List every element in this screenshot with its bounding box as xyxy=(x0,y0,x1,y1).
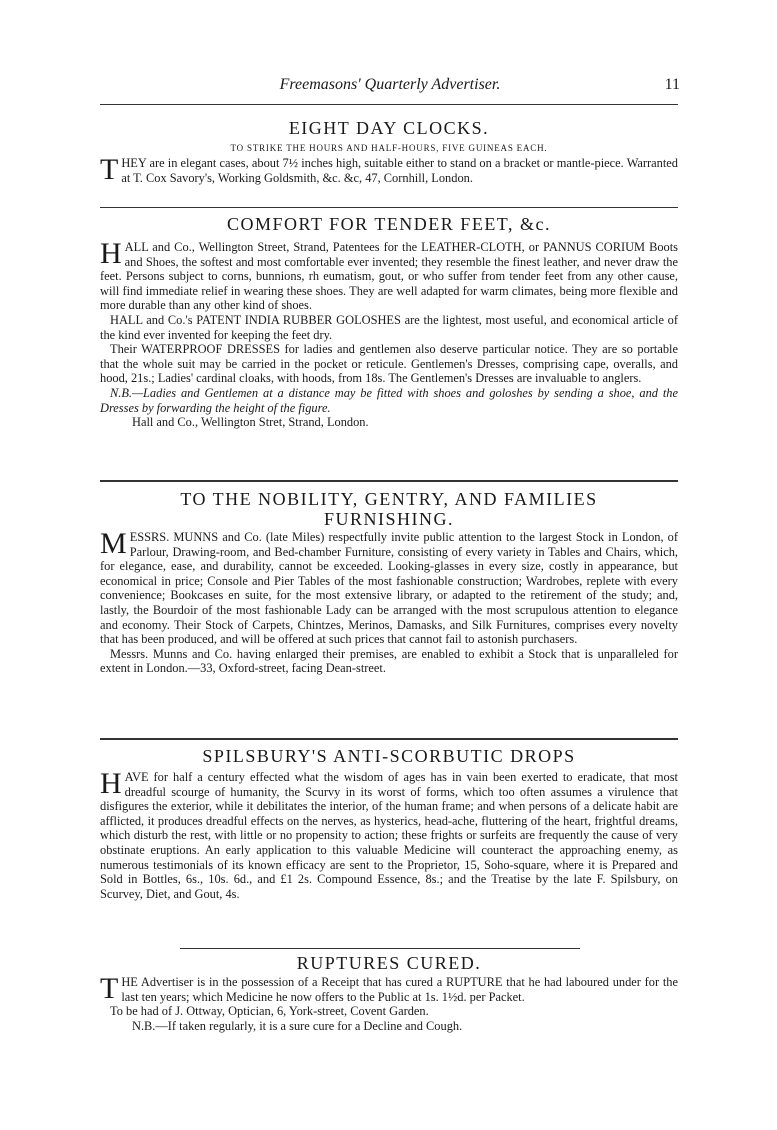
ruptures-heading: RUPTURES CURED. xyxy=(296,953,482,973)
feet-paragraph-1: HALL and Co., Wellington Street, Strand, Patentees for the LEATHER-CLOTH, or PANNUS CORIUM Boots and Shoes, the softest and most comfortable ever invented; they resemble the finest leather, and never draw the feet. Persons subject to corns, bunnions, rh eumatism, gout, or who suffer from tender feet from any other cause, will find immediate relief in wearing these shoes. They are well adapted for warm climates, being more flexible and more durable than any other kind of shoes. xyxy=(100,237,678,313)
feet-paragraph-5: Hall and Co., Wellington Stret, Strand, London. xyxy=(132,415,369,430)
section-rule xyxy=(100,738,678,740)
ruptures-paragraph-1: THE Advertiser is in the possession of a Receipt that has cured a RUPTURE that he had laboured under for the last ten years; which Medicine he now offers to the Public at 1s. 1½d. per Packet. xyxy=(100,972,678,1005)
feet-dropcap: H xyxy=(100,237,122,270)
drops-dropcap: H xyxy=(100,767,122,800)
publication-title: Freemasons' Quarterly Advertiser. xyxy=(279,76,501,93)
clocks-advert xyxy=(100,153,678,186)
drops-paragraph-1: HAVE for half a century effected what the wisdom of ages has in vain been exerted to eradicate, that most dreadful scourge of humanity, the Scurvy in its worst of forms, which too often assumes a virulence that disfigures the exterior, while it debilitates the interior, of the human frame; and when persons of a delicate habit are afflicted, it produces dreadful effects on the nerves, as hysterics, head-ache, fluttering of the heart, frightful dreams, which disturb the rest, with little or no propensity to action; these frights or surfeits are frequently the cause of very obstinate eruptions. An early application to this valuable Medicine will counteract the approaching enemy, as numerous testimonials of its known efficacy are sent to the Proprietor, 15, Soho-square, where it is Prepared and Sold in Bottles, 6s., 10s. 6d., and £1 2s. Compound Essence, 8s.; and the Treatise by the late F. Spilsbury, on Scurvey, Diet, and Gout, 4s. xyxy=(100,767,678,901)
feet-advert xyxy=(100,237,678,430)
feet-heading: COMFORT FOR TENDER FEET, &c. xyxy=(227,214,551,234)
feet-paragraph-4: N.B.—Ladies and Gentlemen at a distance may be fitted with shoes and goloshes by sending a shoe, and the Dresses by forwarding the height of the figure. xyxy=(100,385,678,415)
ruptures-advert xyxy=(100,972,678,1033)
nobility-paragraph-2: Messrs. Munns and Co. having enlarged their premises, are enabled to exhibit a Stock that is unparalleled for extent in London.—33, Oxford-street, facing Dean-street. xyxy=(100,646,678,676)
header-rule xyxy=(100,104,678,105)
nobility-dropcap: M xyxy=(100,527,127,560)
nobility-paragraph-1: MESSRS. MUNNS and Co. (late Miles) respectfully invite public attention to the largest Stock in London, of Parlour, Drawing-room, and Bed-chamber Furniture, consisting of every variety in Tables and Chairs, which, for elegance, ease, and durability, cannot be exceeded. Looking-glasses in every size, costly in appearance, but economical in price; Console and Pier Tables of the most fashionable construction; Wardrobes, replete with every convenience; Bookcases en suite, for the most extensive library, or adapted to the retirement of the study; and, lastly, the Bourdoir of the most fashionable Lady can be arranged with the most scrupulous attention to elegance and economy. Their Stock of Carpets, Chintzes, Merinos, Damasks, and Silk Furnitures, comprises every novelty that has been produced, and will be offered at such prices that cannot fail to astonish purchasers. xyxy=(100,527,678,647)
section-rule xyxy=(180,948,580,949)
feet-paragraph-2: HALL and Co.'s PATENT INDIA RUBBER GOLOSHES are the lightest, most useful, and economical article of the kind ever invented for keeping the feet dry. xyxy=(100,312,678,342)
feet-paragraph-3: Their WATERPROOF DRESSES for ladies and gentlemen also deserve particular notice. They are so portable that the whole suit may be carried in the pocket or reticule. Gentlemen's Dresses, comprising cape, overalls, and hood, 21s.; Ladies' cardinal cloaks, with hoods, from 18s. The Gentlemen's Dresses are invaluable to anglers. xyxy=(100,342,678,386)
clocks-heading: EIGHT DAY CLOCKS. xyxy=(288,118,490,138)
clocks-subheading: TO STRIKE THE HOURS AND HALF-HOURS, FIVE GUINEAS EACH. xyxy=(230,143,548,153)
clocks-body: THEY are in elegant cases, about 7½ inches high, suitable either to stand on a bracket or mantle-piece. Warranted at T. Cox Savory's, Working Goldsmith, &c. &c, 47, Cornhill, London. xyxy=(100,153,678,186)
nobility-heading-line-2: FURNISHING. xyxy=(323,509,454,529)
page-number: 11 xyxy=(664,76,680,93)
clocks-dropcap: T xyxy=(100,153,119,186)
section-rule xyxy=(100,480,678,482)
nobility-heading-line-1: TO THE NOBILITY, GENTRY, AND FAMILIES xyxy=(180,489,598,509)
drops-advert xyxy=(100,767,678,901)
ruptures-dropcap: T xyxy=(100,972,119,1005)
drops-heading: SPILSBURY'S ANTI-SCORBUTIC DROPS xyxy=(202,746,576,766)
section-rule xyxy=(100,207,678,208)
ruptures-paragraph-2: To be had of J. Ottway, Optician, 6, York-street, Covent Garden. xyxy=(110,1004,429,1019)
nobility-advert xyxy=(100,527,678,676)
ruptures-paragraph-3: N.B.—If taken regularly, it is a sure cure for a Decline and Cough. xyxy=(132,1018,463,1033)
